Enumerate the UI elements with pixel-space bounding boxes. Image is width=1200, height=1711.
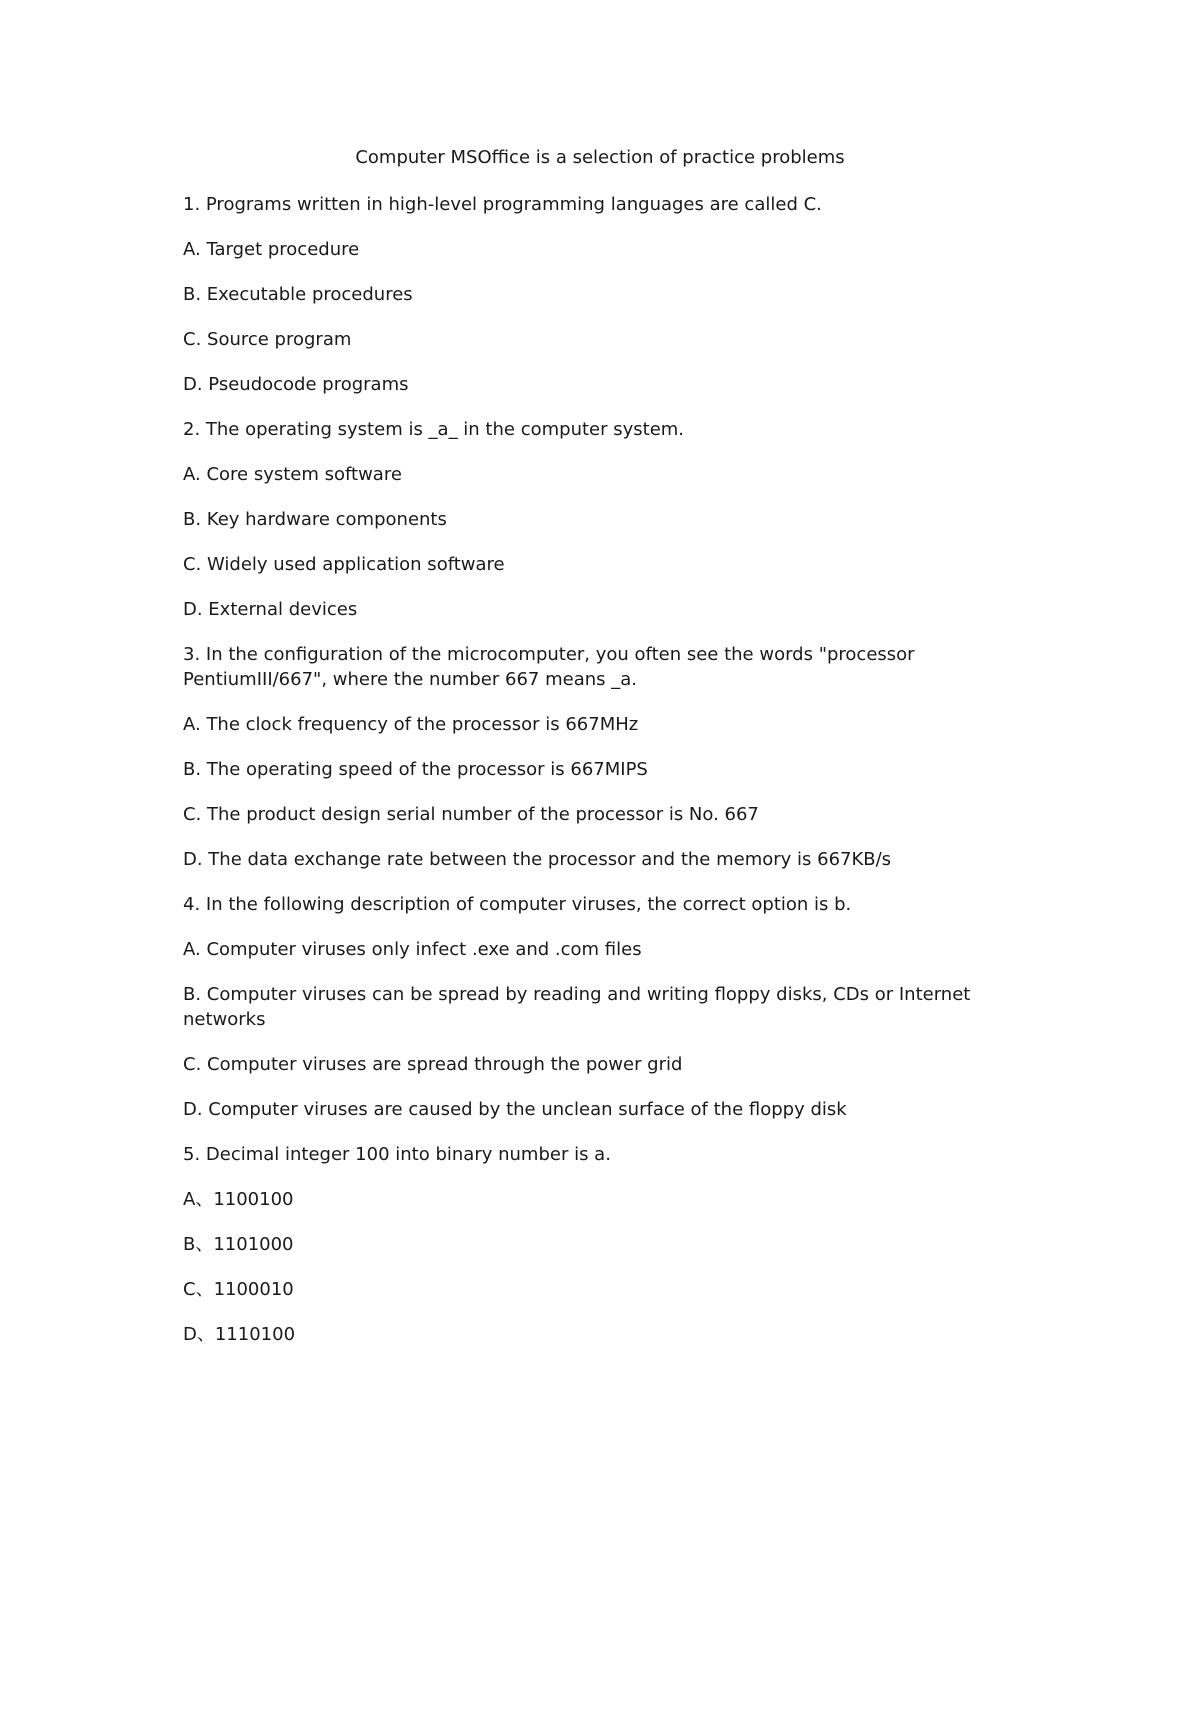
question-2-option-b: B. Key hardware components	[183, 509, 447, 530]
question-4-option-c: C. Computer viruses are spread through the power grid	[183, 1054, 683, 1075]
question-4-option-b: B. Computer viruses can be spread by reading and writing floppy disks, CDs or Internet networks	[183, 984, 971, 1030]
question-4-option-d: D. Computer viruses are caused by the unclean surface of the floppy disk	[183, 1099, 847, 1120]
question-1-option-b: B. Executable procedures	[183, 284, 413, 305]
question-2-option-a: A. Core system software	[183, 464, 402, 485]
question-3-option-c: C. The product design serial number of the processor is No. 667	[183, 804, 759, 825]
question-4: 4. In the following description of computer viruses, the correct option is b.	[183, 894, 852, 915]
question-2: 2. The operating system is _a_ in the computer system.	[183, 419, 685, 440]
question-4-option-a: A. Computer viruses only infect .exe and .com files	[183, 939, 642, 960]
question-3: 3. In the configuration of the microcomputer, you often see the words "processor PentiumIII/667", where the number 667 means _a.	[183, 644, 915, 690]
question-5-option-a: A、1100100	[183, 1189, 294, 1210]
question-1: 1. Programs written in high-level programming languages are called C.	[183, 194, 822, 215]
question-2-option-c: C. Widely used application software	[183, 554, 505, 575]
question-3-option-d: D. The data exchange rate between the processor and the memory is 667KB/s	[183, 849, 892, 870]
question-1-option-d: D. Pseudocode programs	[183, 374, 409, 395]
question-1-option-c: C. Source program	[183, 329, 352, 350]
question-1-option-a: A. Target procedure	[183, 239, 360, 260]
question-5-option-c: C、1100010	[183, 1279, 294, 1300]
question-5: 5. Decimal integer 100 into binary number is a.	[183, 1144, 611, 1165]
question-3-option-a: A. The clock frequency of the processor is 667MHz	[183, 714, 639, 735]
question-3-option-b: B. The operating speed of the processor is 667MIPS	[183, 759, 648, 780]
question-2-option-d: D. External devices	[183, 599, 358, 620]
question-5-option-d: D、1110100	[183, 1324, 296, 1345]
question-5-option-b: B、1101000	[183, 1234, 294, 1255]
document-body	[183, 192, 1003, 1367]
document-title: Computer MSOffice is a selection of practice problems	[355, 147, 845, 168]
